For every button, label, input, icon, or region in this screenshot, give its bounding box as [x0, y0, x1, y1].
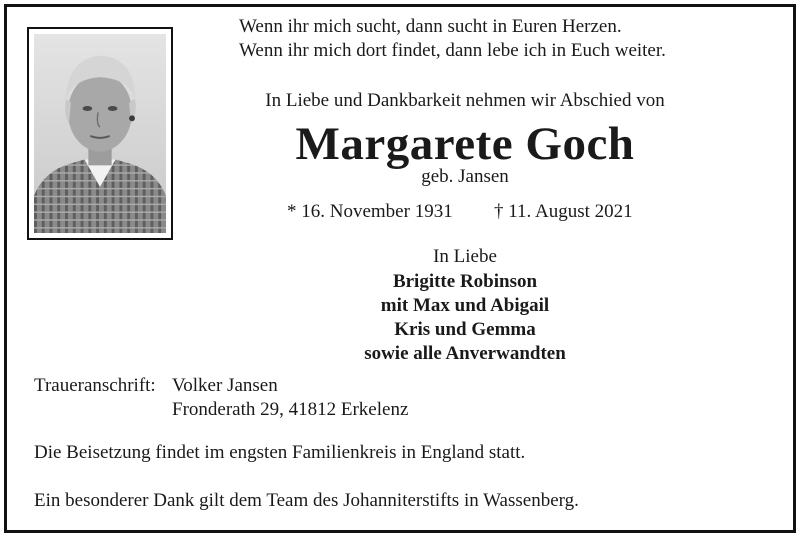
- deceased-name: Margarete Goch: [295, 118, 635, 170]
- birth-date: * 16. November 1931: [287, 201, 453, 222]
- address-street: Fronderath 29, 41812 Erkelenz: [172, 399, 409, 420]
- address-name: Volker Jansen: [172, 375, 278, 396]
- thanks-note: Ein besonderer Dank gilt dem Team des Johanniterstifts in Wassenberg.: [34, 490, 579, 511]
- death-date: † 11. August 2021: [494, 201, 633, 222]
- mourner-line: mit Max und Abigail: [380, 295, 550, 316]
- love-heading: In Liebe: [433, 246, 497, 267]
- maiden-name: geb. Jansen: [421, 166, 509, 187]
- portrait-photo: [27, 27, 173, 240]
- intro-text: In Liebe und Dankbarkeit nehmen wir Abschied von: [265, 90, 665, 111]
- burial-note: Die Beisetzung findet im engsten Familienkreis in England statt.: [34, 442, 526, 463]
- mourner-line: sowie alle Anverwandten: [364, 343, 566, 364]
- portrait-image: [34, 34, 166, 233]
- address-label: Traueranschrift:: [34, 375, 156, 396]
- verse-line-2: Wenn ihr mich dort findet, dann lebe ich in Euch weiter.: [239, 40, 666, 61]
- portrait-illustration: [34, 34, 166, 233]
- mourner-line: Brigitte Robinson: [392, 271, 538, 292]
- verse-line-1: Wenn ihr mich sucht, dann sucht in Euren Herzen.: [239, 16, 622, 37]
- mourner-line: Kris und Gemma: [394, 319, 536, 340]
